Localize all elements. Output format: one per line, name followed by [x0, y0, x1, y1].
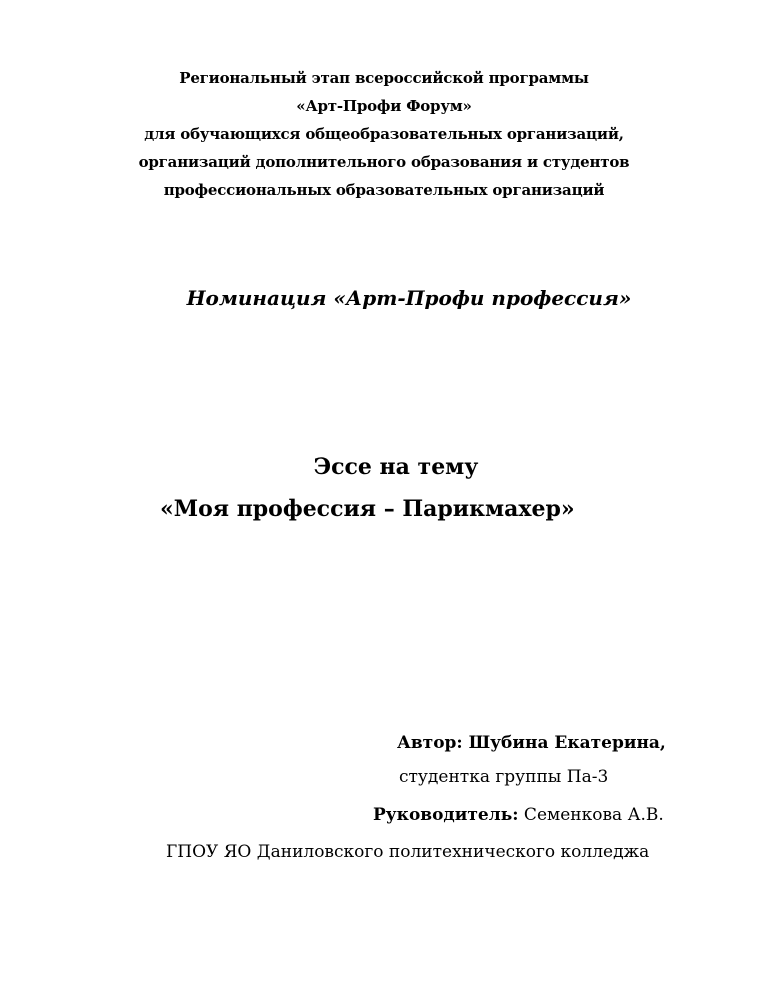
author-line: Автор: Шубина Екатерина, [397, 733, 666, 753]
essay-title: «Моя профессия – Парикмахер» [160, 496, 575, 522]
supervisor-label: Руководитель: [373, 805, 519, 825]
header-line-4: организаций дополнительного образования и студентов [138, 153, 630, 171]
college-name: ГПОУ ЯО Даниловского политехнического колледжа [166, 842, 650, 862]
header-line-1: Региональный этап всероссийской программы [179, 69, 589, 87]
program-header [0, 64, 768, 204]
header-line-3: для обучающихся общеобразовательных организаций, [144, 125, 624, 143]
supervisor-line [373, 802, 664, 828]
supervisor-name: Семенкова А.В. [518, 805, 664, 825]
header-line-5: профессиональных образовательных организаций [163, 181, 605, 199]
header-line-2: «Арт-Профи Форум» [296, 97, 472, 115]
nomination-title: Номинация «Арт-Профи профессия» [186, 286, 632, 310]
essay-label: Эссе на тему [313, 454, 479, 480]
student-group: студентка группы Па-3 [399, 767, 609, 787]
